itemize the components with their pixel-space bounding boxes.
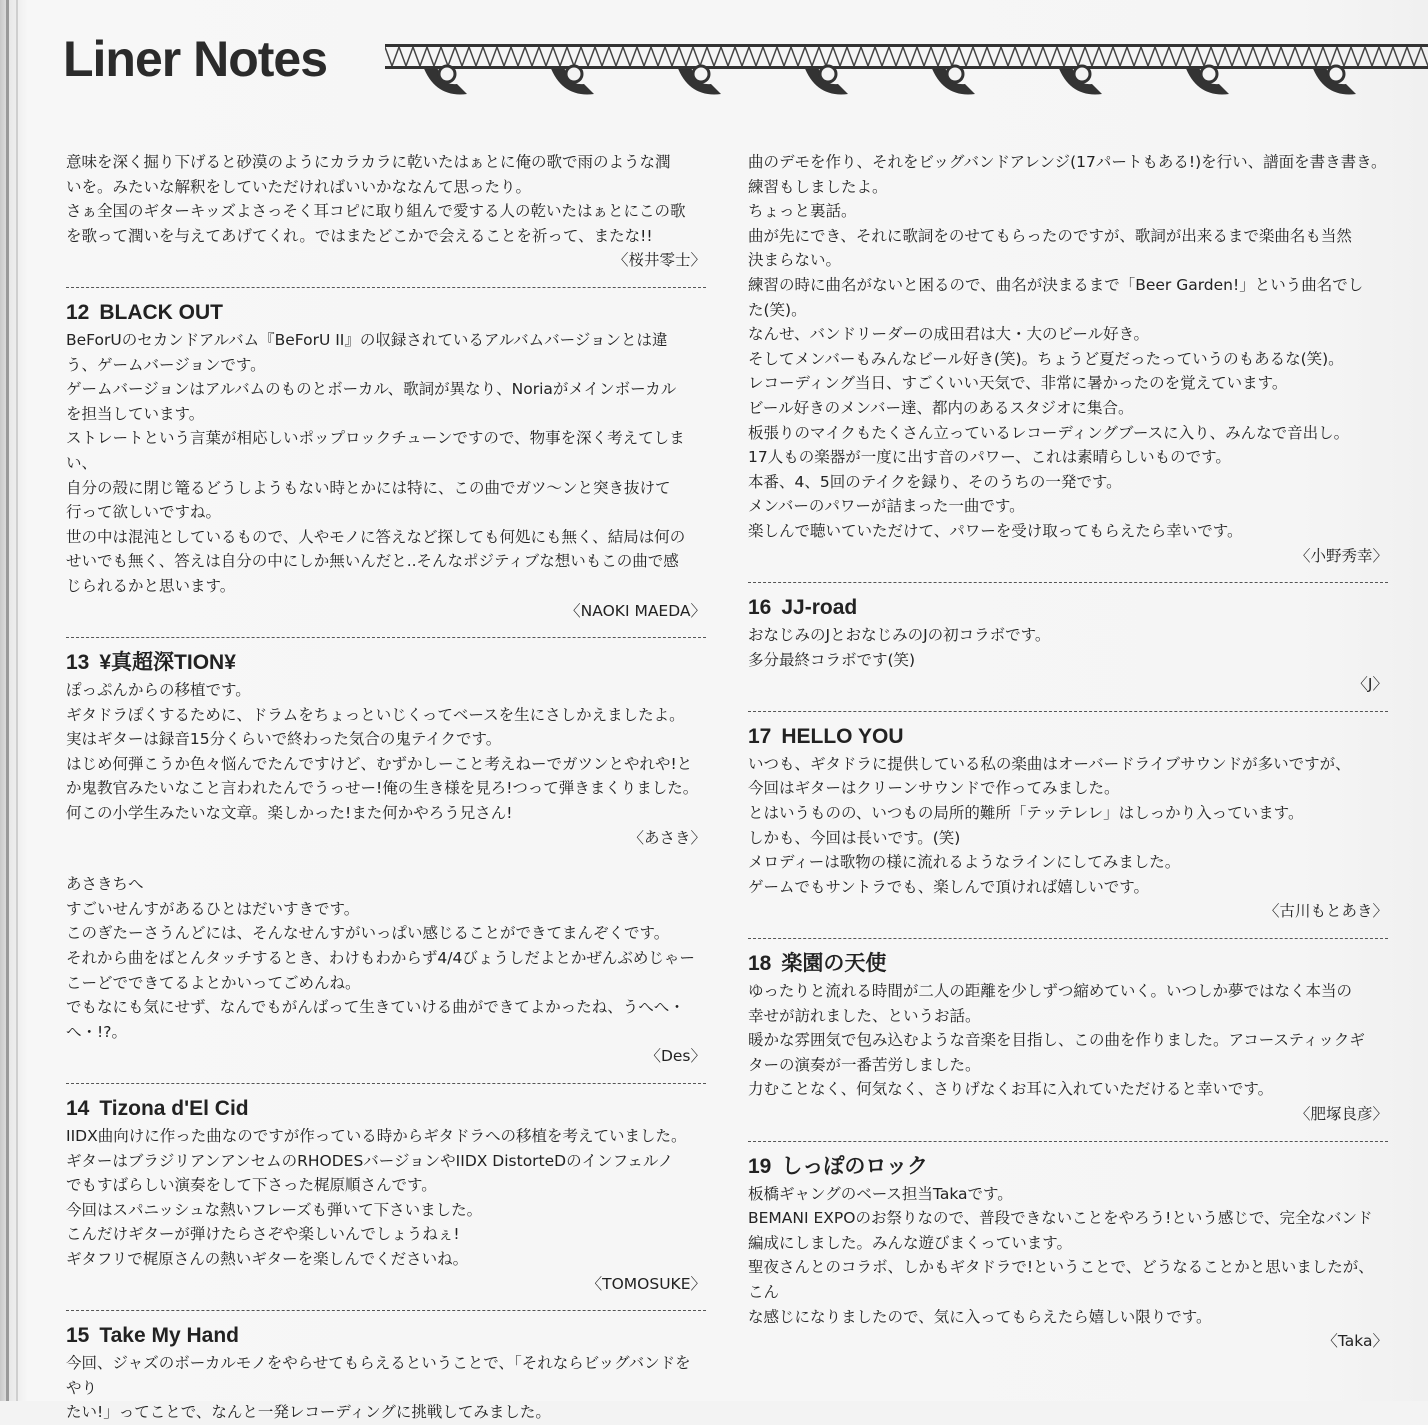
text-line: すごいせんすがあるひとはだいすきです。 — [66, 899, 360, 918]
text-line: 世の中は混沌としているもので、人やモノに答えなど探しても何処にも無く、結局は何の — [66, 527, 686, 546]
signature: 〈肥塚良彦〉 — [1294, 1105, 1388, 1123]
text-line: こんだけギターが弾けたらさぞや楽しいんでしょうねぇ! — [66, 1225, 460, 1244]
divider — [66, 1083, 706, 1084]
track-number: 13 — [66, 651, 90, 675]
text-line: このぎたーさうんどには、そんなせんすがいっぱい感じることができてまんぞくです。 — [66, 924, 670, 943]
track-title: 楽園の天使 — [781, 952, 887, 976]
text-line: 何この小学生みたいな文章。楽しかった!また何かやろう兄さん! — [66, 804, 513, 823]
signature: 〈桜井零士〉 — [612, 251, 706, 270]
text-line: か鬼教官みたいなこと言われたんでうっせー!俺の生き様を見ろ!つって弾きまくりました。 — [66, 779, 699, 798]
track-title: BLACK OUT — [99, 300, 224, 324]
text-line: 板橋ギャングのベース担当Takaです。 — [748, 1184, 1013, 1203]
text-line: ギタドラぽくするために、ドラムをちょっといじくってベースを生にさしかえましたよ。 — [66, 705, 685, 724]
divider — [748, 938, 1388, 939]
text-line: た(笑)。 — [748, 300, 807, 319]
header-decoration — [385, 40, 1428, 106]
section-title — [748, 724, 1388, 750]
text-line: 練習もしましたよ。 — [748, 177, 888, 196]
text-line: 板張りのマイクもたくさん立っているレコーディングブースに入り、みんなで音出し。 — [748, 423, 1350, 442]
track-number: 12 — [66, 300, 90, 324]
text-line: う、ゲームバージョンです。 — [66, 355, 266, 374]
text-line: そしてメンバーもみんなビール好き(笑)。ちょうど夏だったっていうのもあるな(笑)。 — [748, 349, 1344, 368]
text-line: じられるかと思います。 — [66, 576, 236, 595]
section-title — [66, 1096, 706, 1122]
text-line: を担当しています。 — [66, 404, 205, 423]
page-spine-shadow — [16, 0, 18, 1401]
text-line: せいでも無く、答えは自分の中にしか無いんだと..そんなポジティブな想いもこの曲で感 — [66, 552, 679, 571]
section-title — [748, 951, 1388, 977]
text-line: BeForUのセカンドアルバム『BeForU II』の収録されているアルバムバージョンとは違 — [66, 330, 668, 349]
text-line: 決まらない。 — [748, 251, 842, 270]
divider — [66, 637, 706, 638]
signature: 〈NAOKI MAEDA〉 — [565, 601, 706, 620]
left-column — [66, 150, 706, 1425]
text-line: IIDX曲向けに作った曲なのですが作っている時からギタドラへの移植を考えていました。 — [66, 1127, 687, 1145]
text-line: 17人もの楽器が一度に出す音のパワー、これは素晴らしいものです。 — [748, 448, 1231, 467]
text-line: 本番、4、5回のテイクを録り、そのうちの一発です。 — [748, 472, 1122, 491]
track-number: 18 — [748, 952, 772, 976]
section-title — [748, 1154, 1388, 1180]
text-line: ギターはブラジリアンアンセムのRHODESバージョンやIIDX DistorteDのインフェルノ — [66, 1151, 674, 1170]
text-line: いを。みたいな解釈をしていただければいいかななんて思ったり。 — [66, 177, 532, 196]
signature: 〈Des〉 — [645, 1047, 706, 1066]
text-line: メンバーのパワーが詰まった一曲です。 — [748, 497, 1025, 516]
section-title — [66, 300, 706, 326]
text-line: 曲のデモを作り、それをビッグバンドアレンジ(17パートもある!)を行い、譜面を書き書き。 — [748, 153, 1387, 171]
text-line: さぁ全国のギターキッズよさっそく耳コピに取り組んで愛する人の乾いたはぁとにこの歌 — [66, 202, 686, 221]
text-line: こーどでできてるよとかいってごめんね。 — [66, 973, 361, 992]
page-title: Liner Notes — [63, 31, 328, 87]
text-line: BEMANI EXPOのお祭りなので、普段できないことをやろう!という感じで、完全なバンド — [748, 1209, 1373, 1228]
text-line: レコーディング当日、すごくいい天気で、非常に暑かったのを覚えています。 — [748, 374, 1288, 393]
text-line: でもなにも気にせず、なんでもがんばって生きていける曲ができてよかったね、うへへ・へ・!?。 — [66, 998, 685, 1041]
text-line: な感じになりましたので、気に入ってもらえたら嬉しい限りです。 — [748, 1307, 1212, 1326]
text-line: たい!」ってことで、なんと一発レコーディングに挑戦してみました。 — [66, 1403, 551, 1422]
text-line: ぽっぷんからの移植です。 — [66, 681, 251, 700]
text-line: 曲が先にでき、それに歌詞をのせてもらったのですが、歌詞が出来るまで楽曲名も当然 — [748, 226, 1352, 245]
text-line: 幸せが訪れました、というお話。 — [748, 1006, 981, 1025]
track-title: ¥真超深TION¥ — [99, 651, 236, 675]
text-line: いつも、ギタドラに提供している私の楽曲はオーバードライブサウンドが多いですが、 — [748, 754, 1351, 773]
section-title — [66, 650, 706, 676]
track-title: しっぽのロック — [781, 1154, 928, 1178]
track-number: 17 — [748, 724, 772, 748]
text-line: メロディーは歌物の様に流れるようなラインにしてみました。 — [748, 853, 1181, 872]
track-number: 16 — [748, 596, 772, 620]
spacer — [66, 850, 706, 872]
signature: 〈あさき〉 — [628, 828, 706, 847]
text-line: はじめ何弾こうか色々悩んでたんですけど、むずかしーこと考えねーでガツンとやれや!と — [66, 754, 693, 773]
text-line: あさきちへ — [66, 875, 144, 894]
track-number: 19 — [748, 1154, 772, 1178]
text-line: ストレートという言葉が相応しいポップロックチューンですので、物事を深く考えてしまい、 — [66, 429, 685, 472]
text-line: 行って欲しいですね。 — [66, 503, 222, 522]
text-line: しかも、今回は長いです。(笑) — [748, 828, 961, 847]
text-line: おなじみのJとおなじみのJの初コラボです。 — [748, 626, 1051, 645]
text-line: 編成にしました。みんな遊びまくっています。 — [748, 1233, 1072, 1252]
text-line: それから曲をばとんタッチするとき、わけもわからず4/4びょうしだよとかぜんぶめじゃー — [66, 949, 695, 968]
text-line: 今回、ジャズのボーカルモノをやらせてもらえるということで、「それならビッグバンドをやり — [66, 1354, 691, 1397]
track-title: Tizona d'El Cid — [99, 1097, 249, 1120]
text-line: ギタフリで梶原さんの熱いギターを楽しんでくださいね。 — [66, 1249, 469, 1268]
text-line: 楽しんで聴いていただけて、パワーを受け取ってもらえたら幸いです。 — [748, 521, 1243, 540]
text-line: でもすばらしい演奏をして下さった梶原順さんです。 — [66, 1176, 437, 1195]
signature: 〈TOMOSUKE〉 — [586, 1274, 706, 1293]
text-line: ゲームバージョンはアルバムのものとボーカル、歌詞が異なり、Noriaがメインボーカル — [66, 380, 677, 399]
text-line: ゆったりと流れる時間が二人の距離を少しずつ縮めていく。いつしか夢ではなく本当の — [748, 982, 1353, 1001]
text-line: 意味を深く掘り下げると砂漠のようにカラカラに乾いたはぁとに俺の歌で雨のような潤 — [66, 153, 671, 171]
page-spine — [6, 0, 9, 1401]
text-line: ゲームでもサントラでも、楽しんで頂ければ嬉しいです。 — [748, 877, 1149, 896]
divider — [66, 1310, 706, 1311]
track-number: 14 — [66, 1097, 90, 1120]
signature: 〈Taka〉 — [1322, 1332, 1388, 1351]
text-line: ちょっと裏話。 — [748, 202, 857, 221]
track-title: Take My Hand — [99, 1324, 240, 1348]
text-line: とはいうものの、いつもの局所的難所「テッテレレ」はしっかり入っています。 — [748, 804, 1304, 823]
text-line: ビール好きのメンバー達、都内のあるスタジオに集合。 — [748, 398, 1134, 417]
text-line: 多分最終コラボです(笑) — [748, 650, 916, 669]
section-title — [748, 595, 1388, 621]
signature: 〈J〉 — [1352, 675, 1388, 694]
text-line: 聖夜さんとのコラボ、しかもギタドラで!ということで、どうなることかと思いましたが、こん — [748, 1258, 1374, 1301]
track-title: JJ-road — [781, 596, 858, 620]
track-title: HELLO YOU — [781, 724, 904, 748]
section-title — [66, 1323, 706, 1349]
text-line: 今回はスパニッシュな熱いフレーズも弾いて下さいました。 — [66, 1200, 483, 1219]
divider — [748, 582, 1388, 583]
text-line: 暖かな雰囲気で包み込むような音楽を目指し、この曲を作りました。アコースティックギ — [748, 1031, 1365, 1050]
text-line: を歌って潤いを与えてあげてくれ。ではまたどこかで会えることを祈って、またな!! — [66, 226, 653, 245]
signature: 〈小野秀幸〉 — [1294, 546, 1388, 565]
divider — [748, 1141, 1388, 1142]
right-column — [748, 150, 1388, 1354]
divider — [66, 287, 706, 288]
signature: 〈古川もとあき〉 — [1263, 902, 1388, 921]
text-line: 力むことなく、何気なく、さりげなくお耳に入れていただけると幸いです。 — [748, 1080, 1274, 1099]
text-line: 自分の殻に閉じ篭るどうしようもない時とかには特に、この曲でガツ〜ンと突き抜けて — [66, 478, 671, 497]
track-number: 15 — [66, 1324, 90, 1348]
text-line: 今回はギターはクリーンサウンドで作ってみました。 — [748, 779, 1120, 798]
text-line: 練習の時に曲名がないと困るので、曲名が決まるまで「Beer Garden!」という曲名でし — [748, 275, 1364, 294]
text-line: 実はギターは録音15分くらいで終わった気合の鬼テイクです。 — [66, 730, 502, 749]
divider — [748, 711, 1388, 712]
text-line: なんせ、バンドリーダーの成田君は大・大のビール好き。 — [748, 325, 1149, 344]
text-line: ターの演奏が一番苦労しました。 — [748, 1055, 981, 1074]
